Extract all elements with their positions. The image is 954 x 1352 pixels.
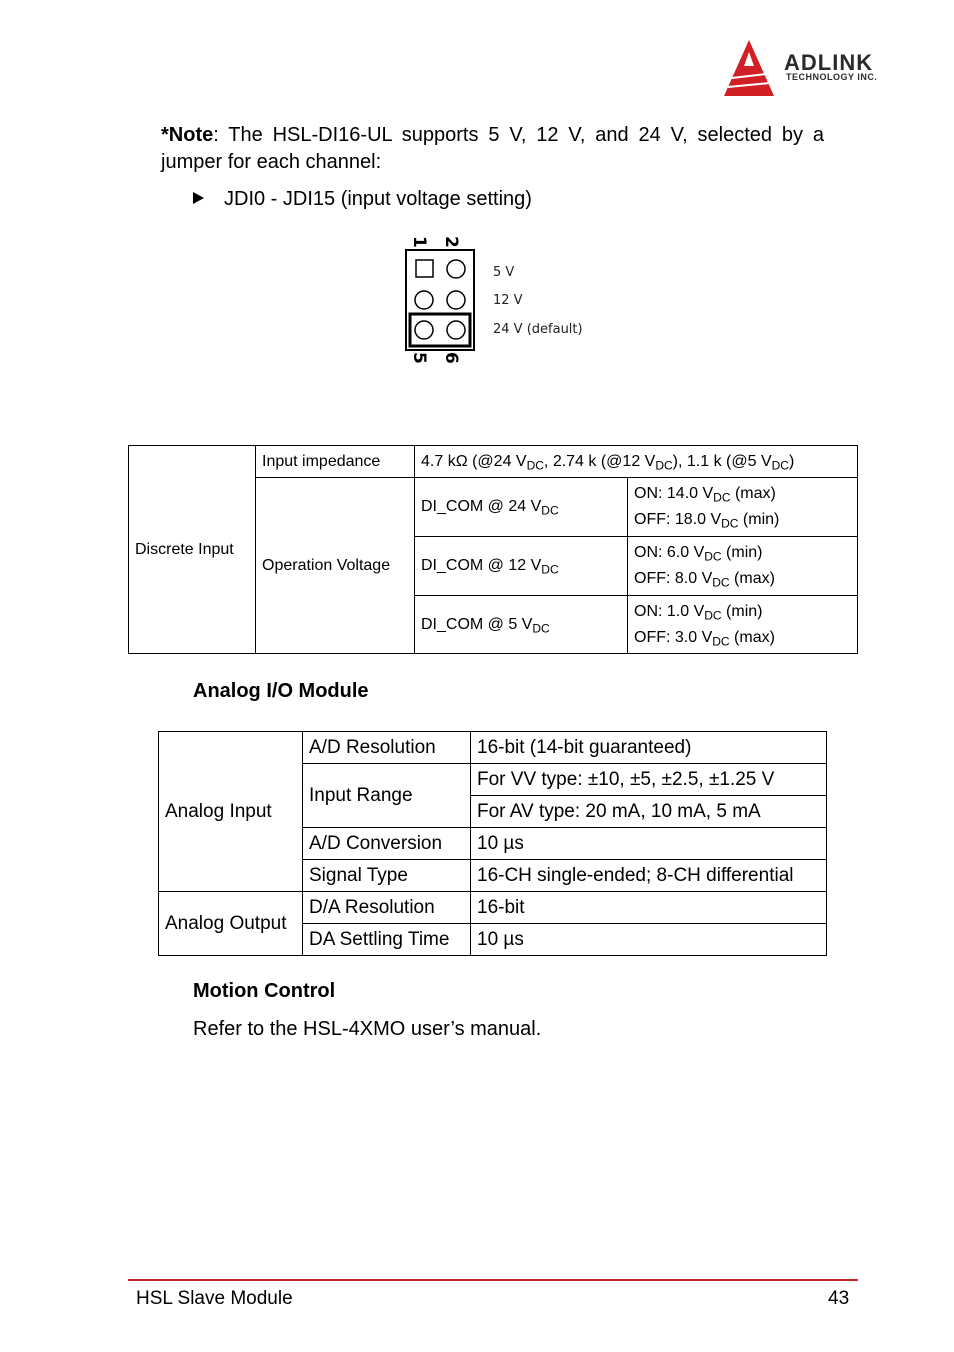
impedance-label-cell: Input impedance	[256, 446, 415, 478]
note-paragraph	[161, 122, 824, 176]
param-cell: Signal Type	[303, 860, 471, 892]
page-number: 43	[828, 1288, 850, 1309]
param-cell: Input Range	[303, 764, 471, 828]
note-label: *Note	[161, 124, 214, 146]
value-cell: 10 µs	[471, 828, 827, 860]
param-cell: D/A Resolution	[303, 892, 471, 924]
discrete-input-cell: Discrete Input	[129, 446, 256, 654]
analog-io-table	[158, 731, 827, 956]
adlink-logo	[722, 38, 912, 100]
table-row	[159, 732, 827, 764]
brand-tagline: TECHNOLOGY INC.	[786, 72, 878, 82]
value-cell: For VV type: ±10, ±5, ±2.5, ±1.25 V	[471, 764, 827, 796]
discrete-input-table	[128, 445, 858, 654]
jumper-diagram	[400, 234, 600, 366]
analog-input-cell: Analog Input	[159, 732, 303, 892]
param-cell: A/D Resolution	[303, 732, 471, 764]
adlink-triangle-icon	[722, 38, 782, 100]
pin-5-label: 5	[409, 352, 429, 364]
footer-rule	[128, 1279, 858, 1281]
footer-title: HSL Slave Module	[136, 1288, 293, 1309]
table-row	[129, 446, 858, 478]
pin-2-label: 2	[441, 236, 461, 248]
param-cell: A/D Conversion	[303, 828, 471, 860]
com-cell: DI_COM @ 24 $V_{DC}$	[415, 478, 628, 537]
triangle-bullet-icon	[193, 192, 204, 204]
bullet-text: JDI0 - JDI15 (input voltage setting)	[224, 188, 532, 210]
value-cell: 10 µs	[471, 924, 827, 956]
motion-control-text: Refer to the HSL-4XMO user’s manual.	[193, 1018, 542, 1040]
value-cell: 16-CH single-ended; 8-CH differential	[471, 860, 827, 892]
value-cell: 16-bit (14-bit guaranteed)	[471, 732, 827, 764]
table-row	[159, 892, 827, 924]
jumper-pins-graphic	[400, 234, 490, 366]
jumper-setting-5v: 5 V	[493, 265, 515, 280]
analog-output-cell: Analog Output	[159, 892, 303, 956]
impedance-value-cell: 4.7 kΩ (@24 $V_{DC}$, 2.74 k (@12 $V_{DC}$), 1.1 k (@5 $V_{DC}$)	[415, 446, 858, 478]
com-cell: DI_COM @ 12 $V_{DC}$	[415, 537, 628, 596]
note-text: : The HSL-DI16-UL supports 5 V, 12 V, and 24 V, selected by a jumper for each channel:	[161, 124, 824, 173]
bullet-item	[193, 188, 532, 211]
value-cell: 16-bit	[471, 892, 827, 924]
com-cell: DI_COM @ 5 $V_{DC}$	[415, 596, 628, 654]
pin-6-label: 6	[441, 352, 461, 364]
threshold-cell: ON: 1.0 $V_{DC}$ (min) OFF: 3.0 $V_{DC}$ (max)	[628, 596, 858, 654]
pin-1-label: 1	[409, 236, 429, 248]
threshold-cell: ON: 6.0 $V_{DC}$ (min) OFF: 8.0 $V_{DC}$ (max)	[628, 537, 858, 596]
brand-name: ADLINK	[784, 50, 874, 75]
operation-voltage-cell: Operation Voltage	[256, 478, 415, 654]
param-cell: DA Settling Time	[303, 924, 471, 956]
motion-control-heading: Motion Control	[193, 980, 336, 1002]
jumper-setting-24v: 24 V (default)	[493, 322, 583, 337]
jumper-setting-12v: 12 V	[493, 293, 523, 308]
analog-io-heading: Analog I/O Module	[193, 680, 369, 702]
value-cell: For AV type: 20 mA, 10 mA, 5 mA	[471, 796, 827, 828]
threshold-cell: ON: 14.0 $V_{DC}$ (max) OFF: 18.0 $V_{DC}$ (min)	[628, 478, 858, 537]
